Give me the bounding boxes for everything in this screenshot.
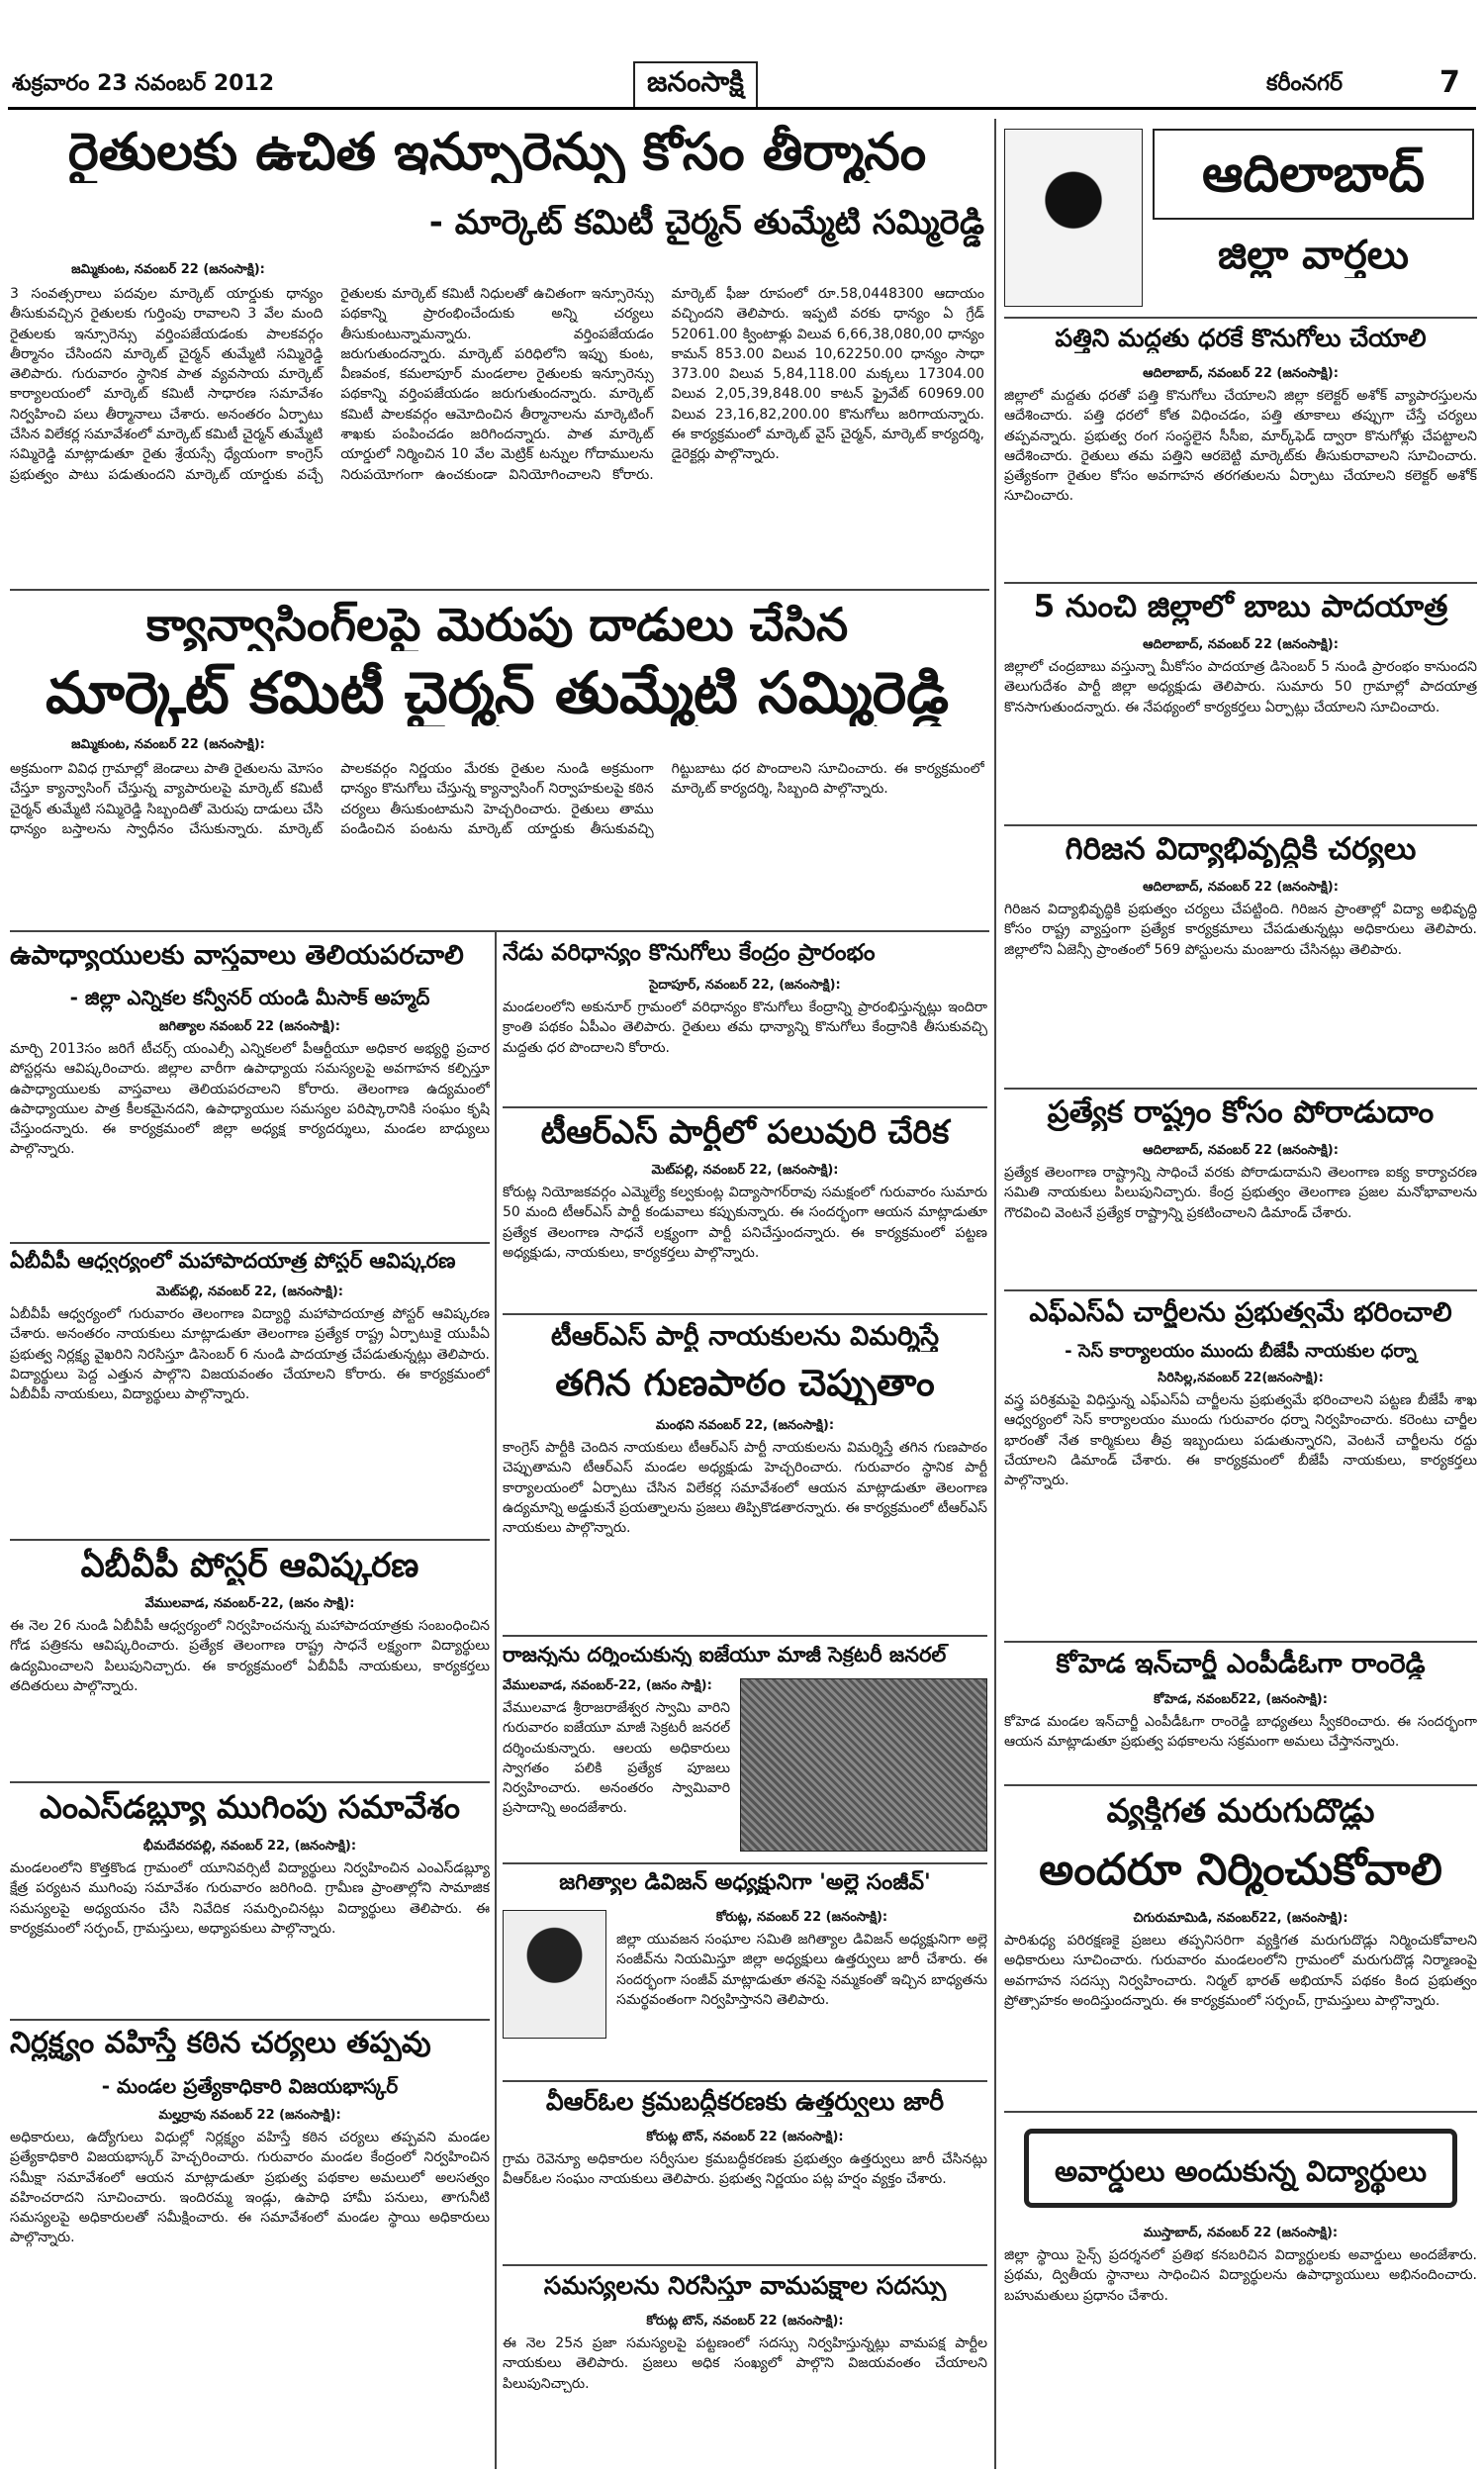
- subhead: - మండల ప్రత్యేకాధికారి విజయభాస్కర్: [101, 2074, 399, 2098]
- article-insurance: [10, 124, 984, 584]
- headline: ఎఫ్ఎస్ఏ చార్జీలను ప్రభుత్వమే భరించాలి: [1029, 1297, 1452, 1328]
- article-body: ఈ నెల 26 నుండి ఏబీవీపీ ఆధ్వర్యంలో నిర్వహించనున్న మహాపాదయాత్రకు సంబంధించిన గోడ పత్రికను ఆవిష్కరించారు. ప్రత్యేక తెలంగాణ రాష్ట్ర సాధనే లక్ష్యంగా విద్యార్థులు ఉద్యమించాలని పిలుపునిచ్చారు. ఈ కార్యక్రమంలో ఏబీవీపీ నాయకులు, కార్యకర్తలు తదితరులు పాల్గొన్నారు.: [10, 1618, 490, 1694]
- masthead-date: శుక్రవారం 23 నవంబర్ 2012: [12, 71, 275, 96]
- section-rule: [10, 930, 989, 932]
- article-separate-state: [1004, 1095, 1477, 1286]
- dateline: మెట్‌పల్లి, నవంబర్ 22, (జనంసాక్షి):: [155, 1285, 344, 1299]
- headline: వీఆర్ఓల క్రమబద్ధీకరణకు ఉత్తర్వులు జారీ: [545, 2088, 945, 2116]
- section-rule: [1004, 1088, 1477, 1090]
- article-body: జిల్లాలో చంద్రబాబు వస్తున్నా మీకోసం పాదయాత్ర డిసెంబర్ 5 నుండి ప్రారంభం కానుందని తెలుగుదేశం పార్టీ జిల్లా అధ్యక్షుడు తెలిపారు. సుమారు 50 గ్రామాల్లో పాదయాత్ర కొనసాగుతుందన్నారు. ఈ నేపథ్యంలో కార్యకర్తలు ఏర్పాట్లు చేయాలని సూచించారు.: [1004, 659, 1477, 715]
- mid-column-divider: [495, 930, 497, 2469]
- dateline: మెట్‌పల్లి, నవంబర్ 22, (జనంసాక్షి):: [651, 1163, 839, 1178]
- headline: ఏబీవీపీ పోస్టర్ ఆవిష్కరణ: [80, 1547, 419, 1585]
- article-teachers: [10, 940, 490, 1237]
- article-abvp-poster: [10, 1547, 490, 1779]
- dateline: కోరుట్ల, నవంబర్ 22 (జనంసాక్షి):: [715, 1910, 888, 1925]
- article-rajanna: [503, 1643, 987, 1860]
- section-rule: [1004, 1289, 1477, 1291]
- article-body: జిల్లా స్థాయి సైన్స్ ప్రదర్శనలో ప్రతిభ కనబరిచిన విద్యార్థులకు అవార్డులు అందజేశారు. ప్రథమ, ద్వితీయ స్థానాలు సాధించిన విద్యార్థులను ఉపాధ్యాయులు అభినందించారు. బహుమతులు ప్రధానం చేశారు.: [1004, 2247, 1477, 2304]
- article-body: జిల్లాలో మద్దతు ధరతో పత్తి కొనుగోలు చేయాలని జిల్లా కలెక్టర్ అశోక్ వ్యాపారస్తులను ఆదేశించారు. పత్తి ధరలో కోత విధించడం, పత్తి తూకాలు తప్పుగా చేస్తే చర్యలు తప్పవన్నారు. ప్రభుత్వ రంగ సంస్థలైన సీసీఐ, మార్క్‌ఫెడ్ ద్వారా కొనుగోళ్లు చేపట్టాలని ఆదేశించారు. రైతులు తమ పత్తిని ఆరబెట్టి మార్కెట్‌కు తీసుకురావాలని సూచించారు. ప్రత్యేకంగా రైతుల కోసం అవగాహన తరగతులను ఏర్పాటు చేయాలని కలెక్టర్ అశోక్ సూచించారు.: [1004, 388, 1477, 505]
- portrait-photo: [503, 1910, 606, 2039]
- dateline: జగిత్యాల నవంబర్ 22 (జనంసాక్షి):: [158, 1019, 341, 1034]
- article-body: అధికారులు, ఉద్యోగులు విధుల్లో నిర్లక్ష్యం వహిస్తే కఠిన చర్యలు తప్పవని మండల ప్రత్యేకాధికారి విజయభాస్కర్ హెచ్చరించారు. గురువారం మండల కేంద్రంలో నిర్వహించిన సమీక్షా సమావేశంలో ఆయన మాట్లాడుతూ ప్రభుత్వ పథకాల అమలులో అలసత్వం వహించరాదని సూచించారు. ఇందిరమ్మ ఇండ్లు, ఉపాధి హామీ పనులు, తాగునీటి సమస్యలపై అధికారులతో సమీక్షించారు. ఈ సమావేశంలో మండల స్థాయి అధికారులు పాల్గొన్నారు.: [10, 2130, 490, 2246]
- dateline: కోహెడ, నవంబర్22, (జనంసాక్షి):: [1154, 1692, 1328, 1707]
- article-vro: [503, 2088, 987, 2261]
- article-body: మార్చి 2013సం జరిగే టీచర్స్ యంఎల్సీ ఎన్నికలలో పీఆర్టీయూ అధికార అభ్యర్థి ప్రచార పోస్టర్లను ఆవిష్కరించారు. జిల్లాల వారీగా ఉపాధ్యాయ సమస్యలపై అవగాహన కల్పిస్తూ ఉపాధ్యాయులకు వాస్తవాలు తెలియపరచాలని కోరారు. తెలంగాణ ఉద్యమంలో ఉపాధ్యాయుల పాత్ర కీలకమైనదని, ఉపాధ్యాయుల సమస్యల పరిష్కారానికి సంఘం కృషి చేస్తుందన్నారు. ఈ కార్యక్రమంలో జిల్లా అధ్యక్ష కార్యదర్శులు, మండల బాధ్యులు పాల్గొన్నారు.: [10, 1041, 490, 1158]
- article-mnsw: [10, 1789, 490, 2017]
- article-body: అక్రమంగా వివిధ గ్రామాల్లో జెండాలు పాతి రైతులను మోసం చేస్తూ క్యాన్వాసింగ్ చేస్తున్న వ్యాపారులపై మార్కెట్ కమిటీ చైర్మన్ తుమ్మేటి సమ్మిరెడ్డి సిబ్బందితో మెరుపు దాడులు చేసి ధాన్యం బస్తాలను స్వాధీనం చేసుకున్నారు. మార్కెట్ పాలకవర్గం నిర్ణయం మేరకు రైతుల నుండి అక్రమంగా ధాన్యం కొనుగోలు చేస్తున్న క్యాన్వాసింగ్ నిర్వాహకులపై కఠిన చర్యలు తీసుకుంటామని హెచ్చరించారు. రైతులు తాము పండించిన పంటను మార్కెట్ యార్డుకు తీసుకువచ్చి గిట్టుబాటు ధర పొందాలని సూచించారు. ఈ కార్యక్రమంలో మార్కెట్ కార్యదర్శి, సిబ్బంది పాల్గొన్నారు.: [10, 761, 984, 837]
- headline: రాజన్నను దర్శించుకున్న ఐజేయూ మాజీ సెక్రటరీ జనరల్: [503, 1643, 947, 1666]
- article-padayatra: [1004, 590, 1477, 821]
- dateline: వేములవాడ, నవంబర్-22, (జనం సాక్షి):: [503, 1678, 712, 1693]
- right-column-divider: [994, 119, 996, 2469]
- headline: టీఆర్ఎస్ పార్టీలో పలువురి చేరిక: [540, 1113, 950, 1151]
- headline: కోహెడ ఇన్‌చార్జీ ఎంపీడీఓగా రాంరెడ్డి: [1056, 1649, 1426, 1679]
- article-body: ప్రత్యేక తెలంగాణ రాష్ట్రాన్ని సాధించే వరకు పోరాడుదామని తెలంగాణ ఐక్య కార్యాచరణ సమితి నాయకులు పిలుపునిచ్చారు. కేంద్ర ప్రభుత్వం తెలంగాణ ప్రజల మనోభావాలను గౌరవించి వెంటనే ప్రత్యేక రాష్ట్రాన్ని ప్రకటించాలని డిమాండ్ చేశారు.: [1004, 1165, 1477, 1221]
- section-rule: [1004, 582, 1477, 584]
- article-body: గ్రామ రెవెన్యూ అధికారుల సర్వీసుల క్రమబద్ధీకరణకు ప్రభుత్వం ఉత్తర్వులు జారీ చేసినట్లు వీఆర్ఓల సంఘం నాయకులు తెలిపారు. ప్రభుత్వ నిర్ణయం పట్ల హర్షం వ్యక్తం చేశారు.: [503, 2151, 987, 2188]
- headline: నిర్లక్ష్యం వహిస్తే కఠిన చర్యలు తప్పవు: [10, 2027, 431, 2060]
- article-body: కోహెడ మండల ఇన్‌చార్జీ ఎంపీడీఓగా రాంరెడ్డి బాధ్యతలు స్వీకరించారు. ఈ సందర్భంగా ఆయన మాట్లాడుతూ ప్రభుత్వ పథకాలను సక్రమంగా అమలు చేస్తానన్నారు.: [1004, 1714, 1477, 1751]
- article-body: కోరుట్ల నియోజకవర్గం ఎమ్మెల్యే కల్వకుంట్ల విద్యాసాగర్‌రావు సమక్షంలో గురువారం సుమారు 50 మంది టీఆర్ఎస్ పార్టీ కండువాలు కప్పుకున్నారు. ఈ సందర్భంగా ఆయన మాట్లాడుతూ ప్రత్యేక తెలంగాణ సాధనే లక్ష్యంగా పార్టీ పనిచేస్తుందన్నారు. ఈ కార్యక్రమంలో పట్టణ అధ్యక్షుడు, నాయకులు, కార్యకర్తలు పాల్గొన్నారు.: [503, 1185, 987, 1261]
- headline: ఎంఎస్‌డబ్ల్యూ ముగింపు సమావేశం: [39, 1789, 461, 1826]
- headline: నేడు వరిధాన్యం కొనుగోలు కేంద్రం ప్రారంభం: [503, 940, 876, 966]
- masthead-rule: [8, 107, 1476, 110]
- article-fsa: [1004, 1297, 1477, 1638]
- section-rule: [1004, 1641, 1477, 1643]
- article-body: 3 సంవత్సరాలు పదవుల మార్కెట్ యార్డుకు ధాన్యం తీసుకువచ్చిన రైతులకు గుర్తింపు రావాలని 3 వేల మంది రైతులకు ఇన్సూరెన్సు వర్తింపజేయడంకు పాలకవర్గం తీర్మానం చేసిందని మార్కెట్ చైర్మన్ తుమ్మేటి సమ్మిరెడ్డి తెలిపారు. గురువారం స్థానిక పాత వ్యవసాయ మార్కెట్ కార్యాలయంలో మార్కెట్ కమిటీ సాధారణ సమావేశం నిర్వహించి పలు తీర్మానాలు చేశారు. అనంతరం ఏర్పాటు చేసిన విలేకర్ల సమావేశంలో మార్కెట్ కమిటీ చైర్మన్ తుమ్మేటి సమ్మిరెడ్డి మాట్లాడుతూ రైతు శ్రేయస్సే ధ్యేయంగా కాంగ్రెస్ ప్రభుత్వం పాటు పడుతుందని మార్కెట్ యార్డుకు వచ్చే రైతులకు మార్కెట్ కమిటీ నిధులతో ఉచితంగా ఇన్సూరెన్సు పథకాన్ని ప్రారంభించేందుకు అన్ని చర్యలు తీసుకుంటున్నామన్నారు. వర్తింపజేయడం జరుగుతుందన్నారు. మార్కెట్ పరిధిలోని ఇప్పు కుంట, వీణవంక, కమలాపూర్ మండలాల రైతులకు ఇన్సూరెన్సు పథకాన్ని వర్తింపజేయడం జరుగుతుందన్నారు. మార్కెట్ కమిటీ పాలకవర్గం ఆమోదించిన తీర్మానాలను మార్కెటింగ్ శాఖకు పంపించడం జరిగిందన్నారు. పాత మార్కెట్ యార్డులో నిర్మించిన 10 వేల మెట్రిక్ టన్నుల గోదాములను నిరుపయోగంగా ఉంచకుండా వినియోగించాలని కోరారు. మార్కెట్ ఫీజు రూపంలో రూ.58,0448300 ఆదాయం వచ్చిందని తెలిపారు. ఇప్పటి వరకు ధాన్యం ఏ గ్రేడ్ 52061.00 క్వింటాళ్లు విలువ 6,66,38,080,00 ధాన్యం కామన్ 853.00 విలువ 10,62250.00 ధాన్యం సాధా 373.00 విలువ 5,84,118.00 మక్కలు 17304.00 విలువ 2,05,39,848.00 కాటన్ ఫ్రైవేట్ 60969.00 విలువ 23,16,82,200.00 కొనుగోలు జరిగాయన్నారు. ఈ కార్యక్రమంలో మార్కెట్ వైస్ చైర్మన్, మార్కెట్ కార్యదర్శి, డైరెక్టర్లు పాల్గొన్నారు.: [10, 286, 984, 483]
- article-body: వేములవాడ శ్రీరాజరాజేశ్వర స్వామి వారిని గురువారం ఐజేయూ మాజీ సెక్రటరీ జనరల్ దర్శించుకున్నారు. ఆలయ అధికారులు స్వాగతం పలికి ప్రత్యేక పూజలు నిర్వహించారు. అనంతరం స్వామివారి ప్రసాదాన్ని అందజేశారు.: [503, 1700, 730, 1817]
- section-rule: [10, 1539, 490, 1541]
- article-left-parties: [503, 2272, 987, 2460]
- dateline: కోరుట్ల టౌన్, నవంబర్ 22 (జనంసాక్షి):: [646, 2314, 844, 2329]
- article-body: ఈ నెల 25న ప్రజా సమస్యలపై పట్టణంలో సదస్సు నిర్వహిస్తున్నట్లు వామపక్ష పార్టీల నాయకులు తెలిపారు. ప్రజలు అధిక సంఖ్యలో పాల్గొని విజయవంతం చేయాలని పిలుపునిచ్చారు.: [503, 2335, 987, 2392]
- page-number: 7: [1439, 65, 1460, 100]
- temple-photo: [740, 1678, 987, 1852]
- headline: జగిత్యాల డివిజన్ అధ్యక్షునిగా 'అల్లె సంజీవ్': [559, 1870, 931, 1895]
- edition-name: కరీంనగర్: [1266, 71, 1344, 96]
- headline: 5 నుంచి జిల్లాలో బాబు పాదయాత్ర: [1033, 590, 1448, 624]
- article-negligence: [10, 2027, 490, 2462]
- dateline: వేములవాడ, నవంబర్-22, (జనం సాక్షి):: [144, 1596, 355, 1611]
- dateline: మల్హర్రావు నవంబర్ 22 (జనంసాక్షి):: [158, 2108, 341, 2123]
- masthead: [0, 0, 1484, 119]
- headline: రైతులకు ఉచిత ఇన్సూరెన్సు కోసం తీర్మానం: [67, 124, 927, 182]
- dateline: మంథని నవంబర్ 22, (జనంసాక్షి):: [655, 1418, 835, 1433]
- article-body: ఏబీవీపీ ఆధ్వర్యంలో గురువారం తెలంగాణ విద్యార్థి మహాపాదయాత్ర పోస్టర్ ఆవిష్కరణ చేశారు. అనంతరం నాయకులు మాట్లాడుతూ తెలంగాణ ప్రత్యేక రాష్ట్ర ఏర్పాటుకై యుపీఏ ప్రభుత్వ నిర్లక్ష్య వైఖరిని నిరసిస్తూ డిసెంబర్ 6 నుండి పాదయాత్ర చేపడుతున్నట్లు తెలిపారు. విద్యార్థులు పెద్ద ఎత్తున పాల్గొని విజయవంతం చేయాలని కోరారు. ఈ కార్యక్రమంలో ఏబీవీపీ నాయకులు, విద్యార్థులు పాల్గొన్నారు.: [10, 1306, 490, 1403]
- caricature-figure: [1004, 129, 1143, 307]
- section-rule: [503, 1862, 987, 1864]
- dateline: ఆదిలాబాద్, నవంబర్ 22 (జనంసాక్షి):: [1143, 1143, 1339, 1158]
- headline-line-1: వ్యక్తిగత మరుగుదొడ్లు: [1106, 1792, 1375, 1830]
- headline: ఉపాధ్యాయులకు వాస్తవాలు తెలియపరచాలి: [10, 940, 464, 971]
- headline: అవార్డులు అందుకున్న విద్యార్థులు: [1024, 2129, 1457, 2208]
- banner-title: ఆదిలాబాద్: [1153, 129, 1474, 220]
- section-rule: [10, 1781, 490, 1783]
- article-jagtial-president: [503, 1870, 987, 2078]
- article-canvassing: [10, 599, 984, 925]
- section-rule: [1004, 2111, 1477, 2113]
- article-paddy-centre: [503, 940, 987, 1103]
- section-rule: [10, 1242, 490, 1244]
- headline: ఏబీవీపీ ఆధ్వర్యంలో మహాపాదయాత్ర పోస్టర్ ఆవిష్కరణ: [10, 1249, 456, 1273]
- dateline: కోరుట్ల టౌన్, నవంబర్ 22 (జనంసాక్షి):: [646, 2130, 844, 2144]
- section-rule: [10, 2019, 490, 2021]
- dateline: జమ్మికుంట, నవంబర్ 22 (జనంసాక్షి):: [71, 262, 265, 277]
- article-trs-join: [503, 1113, 987, 1311]
- section-rule: [503, 1106, 987, 1108]
- article-body: జిల్లా యువజన సంఘాల సమితి జగిత్యాల డివిజన్ అధ్యక్షునిగా అల్లె సంజీవ్‌ను నియమిస్తూ జిల్లా అధ్యక్షులు ఉత్తర్వులు జారీ చేశారు. ఈ సందర్భంగా సంజీవ్ మాట్లాడుతూ తనపై నమ్మకంతో ఇచ్చిన బాధ్యతను సమర్థవంతంగా నిర్వహిస్తానని తెలిపారు.: [616, 1932, 987, 2008]
- article-trs-criticism: [503, 1321, 987, 1633]
- headline-line-1: క్యాన్వాసింగ్‌లపై మెరుపు దాడులు చేసిన: [145, 599, 849, 651]
- dateline: ఆదిలాబాద్, నవంబర్ 22 (జనంసాక్షి):: [1143, 637, 1339, 652]
- section-rule: [1004, 317, 1477, 319]
- dateline: ఆదిలాబాద్, నవంబర్ 22 (జనంసాక్షి):: [1143, 880, 1339, 895]
- adilabad-banner: [1004, 124, 1477, 312]
- dateline: ఆదిలాబాద్, నవంబర్ 22 (జనంసాక్షి):: [1143, 366, 1339, 381]
- dateline: సిరిసిల్ల,నవంబర్ 22(జనంసాక్షి):: [1158, 1371, 1324, 1385]
- article-body: గిరిజన విద్యాభివృద్ధికి ప్రభుత్వం చర్యలు చేపట్టింది. గిరిజన ప్రాంతాల్లో విద్యా అభివృద్ధి కోసం రాష్ట్ర వ్యాప్తంగా ప్రత్యేక కార్యక్రమాలు చేపడుతున్నట్లు అధికారులు తెలిపారు. జిల్లాలోని ఏజెన్సీ ప్రాంతంలో 569 పోస్టులను మంజూరు చేసినట్లు తెలిపారు.: [1004, 902, 1477, 958]
- headline-line-2: మార్కెట్ కమిటీ చైర్మన్ తుమ్మేటి సమ్మిరెడ్డి: [45, 660, 950, 726]
- subhead: - జిల్లా ఎన్నికల కన్వీనర్ యండి మీసాక్ అహ్మద్: [69, 986, 430, 1009]
- article-body: వస్త్ర పరిశ్రమపై విధిస్తున్న ఎఫ్ఎస్ఏ చార్జీలను ప్రభుత్వమే భరించాలని పట్టణ బీజేపీ శాఖ ఆధ్వర్యంలో సెస్ కార్యాలయం ముందు గురువారం ధర్నా నిర్వహించారు. కరెంటు చార్జీల భారంతో నేత కార్మికులు తీవ్ర ఇబ్బందులు పడుతున్నారని, వెంటనే చార్జీలను రద్దు చేయాలని డిమాండ్ చేశారు. ఈ కార్యక్రమంలో బీజేపీ నాయకులు, కార్యకర్తలు పాల్గొన్నారు.: [1004, 1392, 1477, 1489]
- headline: గిరిజన విద్యాభివృద్ధికి చర్యలు: [1065, 832, 1417, 867]
- article-tribal-education: [1004, 832, 1477, 1085]
- section-rule: [503, 2080, 987, 2082]
- article-abvp-padayatra: [10, 1249, 490, 1536]
- headline-line-1: టీఆర్ఎస్ పార్టీ నాయకులను విమర్శిస్తే: [550, 1321, 940, 1352]
- article-body: మండలంలోని కొత్తకొండ గ్రామంలో యూనివర్సిటీ విద్యార్థులు నిర్వహించిన ఎంఎస్‌డబ్ల్యూ క్షేత్ర పర్యటన ముగింపు సమావేశం గురువారం జరిగింది. గ్రామీణ ప్రాంతాల్లోని సామాజిక సమస్యలపై అధ్యయనం చేసి నివేదిక సమర్పించినట్లు విద్యార్థులు తెలిపారు. ఈ కార్యక్రమంలో సర్పంచ్, గ్రామస్తులు, అధ్యాపకులు పాల్గొన్నారు.: [10, 1860, 490, 1937]
- article-awards: [1004, 2119, 1477, 2462]
- paper-logo: జనంసాక్షి: [633, 61, 758, 109]
- section-rule: [503, 1313, 987, 1315]
- article-kohada: [1004, 1649, 1477, 1781]
- article-body: కాంగ్రెస్ పార్టీకి చెందిన నాయకులు టీఆర్ఎస్ పార్టీ నాయకులను విమర్శిస్తే తగిన గుణపాఠం చెప్పుతామని టీఆర్ఎస్ మండల అధ్యక్షుడు హెచ్చరించారు. గురువారం స్థానిక పార్టీ కార్యాలయంలో ఏర్పాటు చేసిన విలేకర్ల సమావేశంలో ఆయన మాట్లాడుతూ తెలంగాణ ఉద్యమాన్ని అడ్డుకునే ప్రయత్నాలను ప్రజలు తిప్పికొడతారన్నారు. ఈ కార్యక్రమంలో టీఆర్ఎస్ నాయకులు పాల్గొన్నారు.: [503, 1440, 987, 1537]
- article-body: మండలంలోని అకునూర్ గ్రామంలో వరిధాన్యం కొనుగోలు కేంద్రాన్ని ప్రారంభిస్తున్నట్లు ఇందిరా క్రాంతి పథకం ఏపీఎం తెలిపారు. రైతులు తమ ధాన్యాన్ని కొనుగోలు కేంద్రానికి తీసుకువచ్చి మద్దతు ధర పొందాలని కోరారు.: [503, 999, 987, 1056]
- section-rule: [503, 2264, 987, 2266]
- section-rule: [503, 1635, 987, 1637]
- banner-subtitle: జిల్లా వార్తలు: [1218, 233, 1409, 278]
- article-body: పారిశుధ్య పరిరక్షణకై ప్రజలు తప్పనిసరిగా వ్యక్తిగత మరుగుదొడ్లు నిర్మించుకోవాలని అధికారులు సూచించారు. గురువారం మండలంలోని గ్రామంలో మరుగుదొడ్ల నిర్మాణంపై అవగాహన సదస్సు నిర్వహించారు. నిర్మల్ భారత్ అభియాన్ పథకం కింద ప్రభుత్వం ప్రోత్సాహకం అందిస్తుందన్నారు. ఈ కార్యక్రమంలో సర్పంచ్, గ్రామస్తులు పాల్గొన్నారు.: [1004, 1933, 1477, 2009]
- dateline: భీమదేవరపల్లి, నవంబర్ 22, (జనంసాక్షి):: [142, 1839, 357, 1854]
- headline-line-2: అందరూ నిర్మించుకోవాలి: [1039, 1846, 1442, 1895]
- headline: సమస్యలను నిరసిస్తూ వామపక్షాల సదస్సు: [543, 2272, 947, 2300]
- dateline: ముస్తాబాద్, నవంబర్ 22 (జనంసాక్షి):: [1143, 2226, 1339, 2240]
- dateline: జమ్మికుంట, నవంబర్ 22 (జనంసాక్షి):: [71, 737, 265, 752]
- subhead: - సెస్ కార్యాలయం ముందు బీజేపీ నాయకుల ధర్నా: [1065, 1341, 1417, 1362]
- section-rule: [1004, 824, 1477, 826]
- headline: ప్రత్యేక రాష్ట్రం కోసం పోరాడుదాం: [1047, 1095, 1435, 1130]
- dateline: సైదాపూర్, నవంబర్ 22, (జనంసాక్షి):: [649, 978, 841, 993]
- article-toilets: [1004, 1792, 1477, 2108]
- section-rule: [1004, 1784, 1477, 1786]
- headline: పత్తిని మద్దతు ధరకే కొనుగోలు చేయాలి: [1055, 325, 1427, 352]
- article-cotton: [1004, 325, 1477, 579]
- headline-line-2: తగిన గుణపాఠం చెప్పుతాం: [555, 1363, 935, 1404]
- dateline: చిగురుమామిడి, నవంబర్22, (జనంసాక్షి):: [1133, 1911, 1348, 1926]
- section-rule: [10, 589, 989, 591]
- subhead: - మార్కెట్ కమిటీ చైర్మన్ తుమ్మేటి సమ్మిరెడ్డి: [428, 203, 984, 242]
